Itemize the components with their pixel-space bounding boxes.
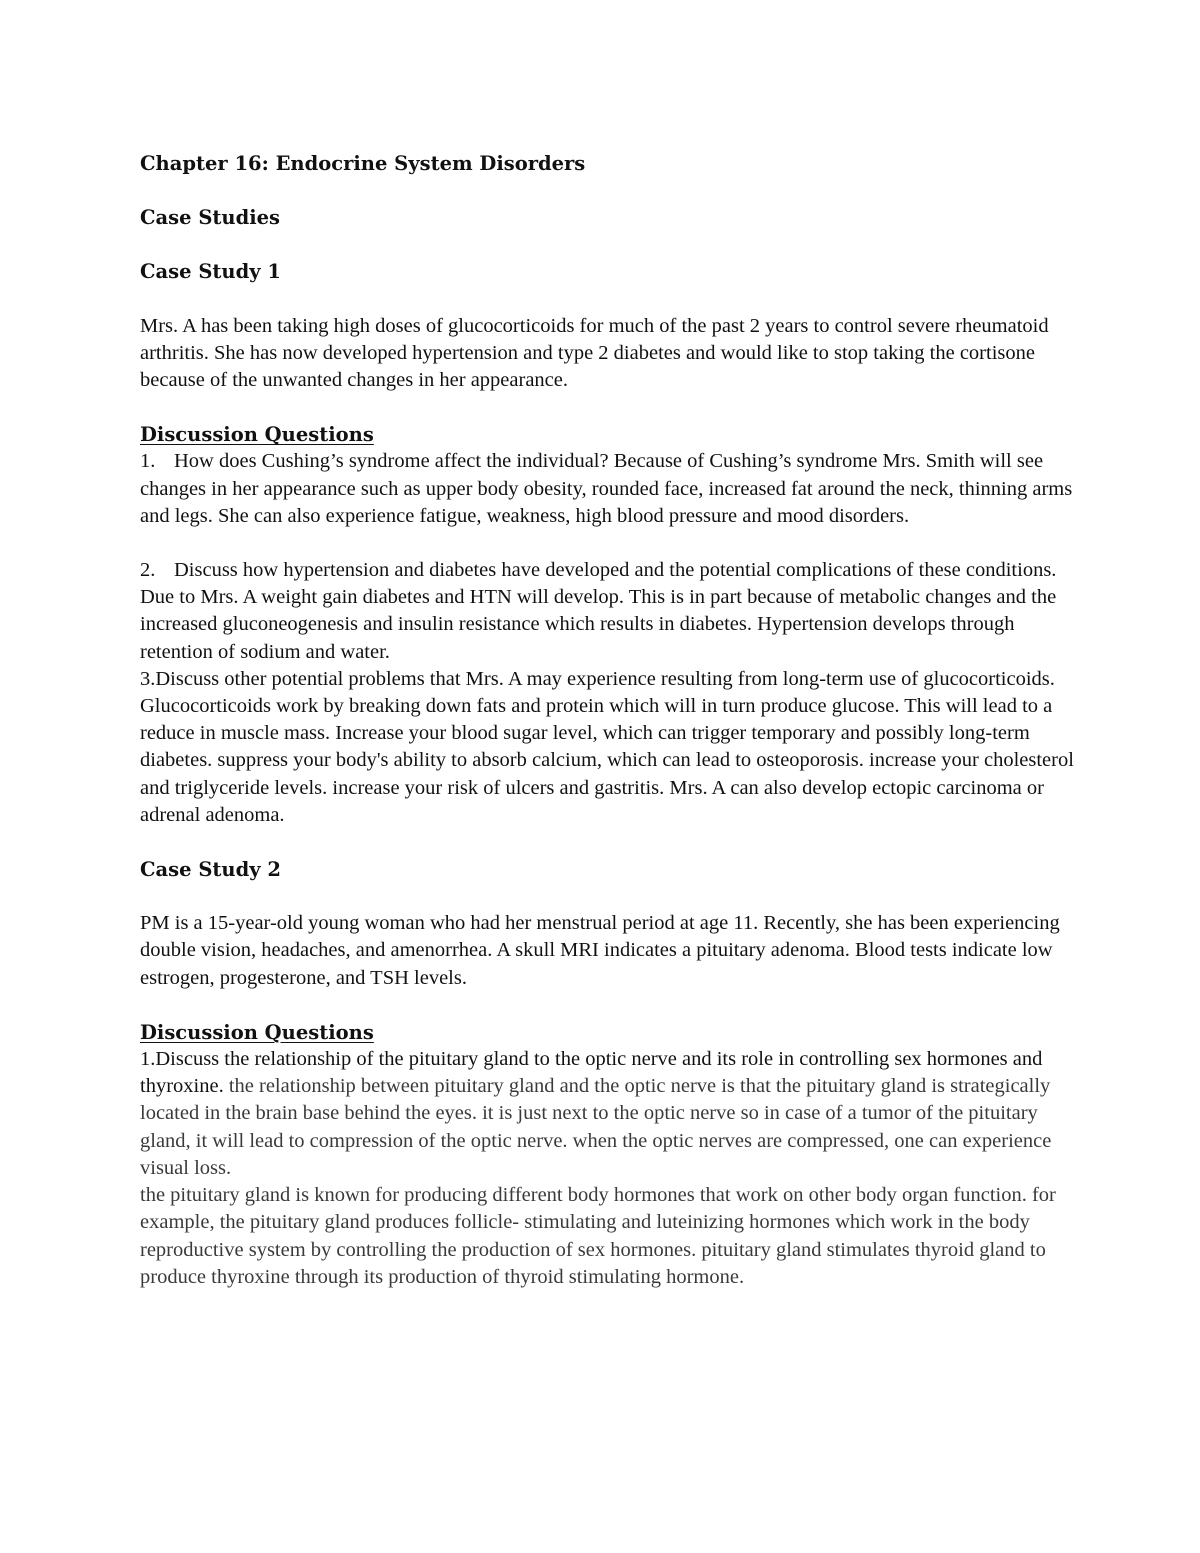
case-study-1-title: Case Study 1 <box>140 260 281 284</box>
case-study-1-scenario: Mrs. A has been taking high doses of glucocorticoids for much of the past 2 years to control severe rheumatoid arthritis. She has now developed hypertension and type 2 diabetes and would like to stop taking the cortisone because of the unwanted changes in her appearance. <box>140 314 1049 392</box>
case-study-2-discussion-heading: Discussion Questions <box>140 1020 374 1044</box>
question-text: Discuss the relationship of the pituitary gland to the optic nerve and its role in controlling sex hormones and thyroxine. <box>140 1048 1043 1098</box>
section-title: Case Studies <box>140 206 281 230</box>
question-number: 1. <box>140 450 156 473</box>
case-study-2-scenario: PM is a 15-year-old young woman who had her menstrual period at age 11. Recently, she has been experiencing double vision, headaches, and amenorrhea. A skull MRI indicates a pituitary adenoma. Blood tests indicate low estrogen, progesterone, and TSH levels. <box>140 912 1060 989</box>
document-page <box>140 150 1075 1291</box>
case-study-1-discussion-heading: Discussion Questions <box>140 423 374 447</box>
question-number: 1. <box>140 1048 156 1071</box>
chapter-title: Chapter 16: Endocrine System Disorders <box>140 152 586 175</box>
question-text: Discuss other potential problems that Mrs. A may experience resulting from long-term use of glucocorticoids. Glucocorticoids work by breaking down fats and protein which will in turn produce glucose. This will lead to a reduce in muscle mass. Increase your blood sugar level, which can trigger temporary and possibly long-term diabetes. suppress your body's ability to absorb calcium, which can lead to osteoporosis. increase your cholesterol and triglyceride levels. increase your risk of ulcers and gastritis. Mrs. A can also develop ectopic carcinoma or adrenal adenoma. <box>140 667 1074 826</box>
case-study-2-title: Case Study 2 <box>140 858 281 882</box>
answer-text: the relationship between pituitary gland and the optic nerve is that the pituitary gland is strategically located in the brain base behind the eyes. it is just next to the optic nerve so in case of a tumor of the pituitary gland, it will lead to compression of the optic nerve. when the optic nerves are compressed, one can experience visual loss. <box>140 1075 1052 1179</box>
case-study-1-question-3 <box>140 666 1075 829</box>
case-study-2-question-1-answer-continued: the pituitary gland is known for producing different body hormones that work on other body organ function. for example, the pituitary gland produces follicle- stimulating and luteinizing hormones which work in the body reproductive system by controlling the production of sex hormones. pituitary gland stimulates thyroid gland to produce thyroxine through its production of thyroid stimulating hormone. <box>140 1184 1056 1288</box>
case-study-2-question-1 <box>140 1046 1075 1182</box>
case-study-1-question-1 <box>140 448 1075 530</box>
question-text: Discuss how hypertension and diabetes have developed and the potential complications of these conditions. Due to Mrs. A weight gain diabetes and HTN will develop. This is in part because of metabolic changes and the increased gluconeogenesis and insulin resistance which results in diabetes. Hypertension develops through retention of sodium and water. <box>140 559 1057 663</box>
question-text: How does Cushing’s syndrome affect the individual? Because of Cushing’s syndrome Mrs. Smith will see changes in her appearance such as upper body obesity, rounded face, increased fat around the neck, thinning arms and legs. She can also experience fatigue, weakness, high blood pressure and mood disorders. <box>140 450 1073 527</box>
case-study-1-question-2 <box>140 557 1075 666</box>
question-number: 2. <box>140 559 156 582</box>
question-number: 3. <box>140 667 156 690</box>
